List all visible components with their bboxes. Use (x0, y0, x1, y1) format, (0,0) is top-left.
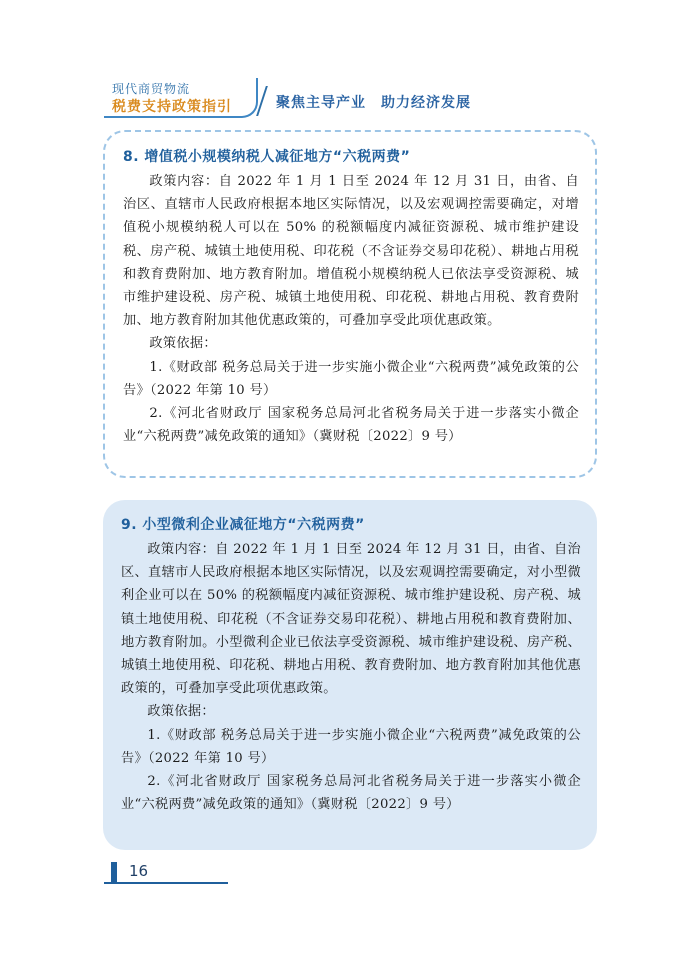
policy-section-8 (103, 130, 597, 478)
series-title: 现代商贸物流 (112, 82, 191, 96)
policy-basis-label: 政策依据： (149, 336, 217, 352)
series-subtitle: 税费支持政策指引 (112, 99, 232, 115)
section-title: 9. 小型微利企业减征地方“六税两费” (121, 517, 365, 533)
policy-basis-1: 1.《财政部 税务总局关于进一步实施小微企业“六税两费”减免政策的公告》（2022 年第 10 号） (123, 359, 579, 398)
section-title: 8. 增值税小规模纳税人减征地方“六税两费” (123, 149, 411, 165)
page-header (104, 78, 604, 122)
policy-content: 政策内容：自 2022 年 1 月 1 日至 2024 年 12 月 31 日，由省、自治区、直辖市人民政府根据本地区实际情况，以及宏观调控需要确定，对小型微利企业可以在 50% 的税额幅度内减征资源税、城市维护建设税、房产税、城镇土地使用税、印花税（不含证券交易印花税）、耕地占用税和教育费附加、地方教育附加。小型微利企业已依法享受资源税、城市维护建设税、房产税、城镇土地使用税、印花税、耕地占用税、教育费附加、地方教育附加其他优惠政策的，可叠加享受此项优惠政策。 (121, 542, 581, 697)
chapter-title: 聚焦主导产业 助力经济发展 (276, 95, 471, 111)
policy-basis-label: 政策依据： (147, 704, 215, 720)
policy-content: 政策内容：自 2022 年 1 月 1 日至 2024 年 12 月 31 日，由省、自治区、直辖市人民政府根据本地区实际情况，以及宏观调控需要确定，对增值税小规模纳税人可以在 50% 的税额幅度内减征资源税、城市维护建设税、房产税、城镇土地使用税、印花税（不含证券交易印花税）、耕地占用税和教育费附加、地方教育附加。增值税小规模纳税人已依法享受资源税、城市维护建设税、房产税、城镇土地使用税、印花税、耕地占用税、教育费附加、地方教育附加其他优惠政策的，可叠加享受此项优惠政策。 (123, 174, 579, 329)
policy-basis-1: 1.《财政部 税务总局关于进一步实施小微企业“六税两费”减免政策的公告》（2022 年第 10 号） (121, 727, 581, 766)
footer-accent-bar (111, 862, 117, 884)
policy-section-9 (103, 500, 597, 850)
policy-basis-2: 2.《河北省财政厅 国家税务总局河北省税务局关于进一步落实小微企业“六税两费”减免政策的通知》（冀财税〔2022〕9 号） (121, 774, 581, 813)
page-number: 16 (129, 862, 149, 880)
policy-basis-2: 2.《河北省财政厅 国家税务总局河北省税务局关于进一步落实小微企业“六税两费”减免政策的通知》（冀财税〔2022〕9 号） (123, 406, 579, 445)
footer-rule (104, 882, 228, 884)
